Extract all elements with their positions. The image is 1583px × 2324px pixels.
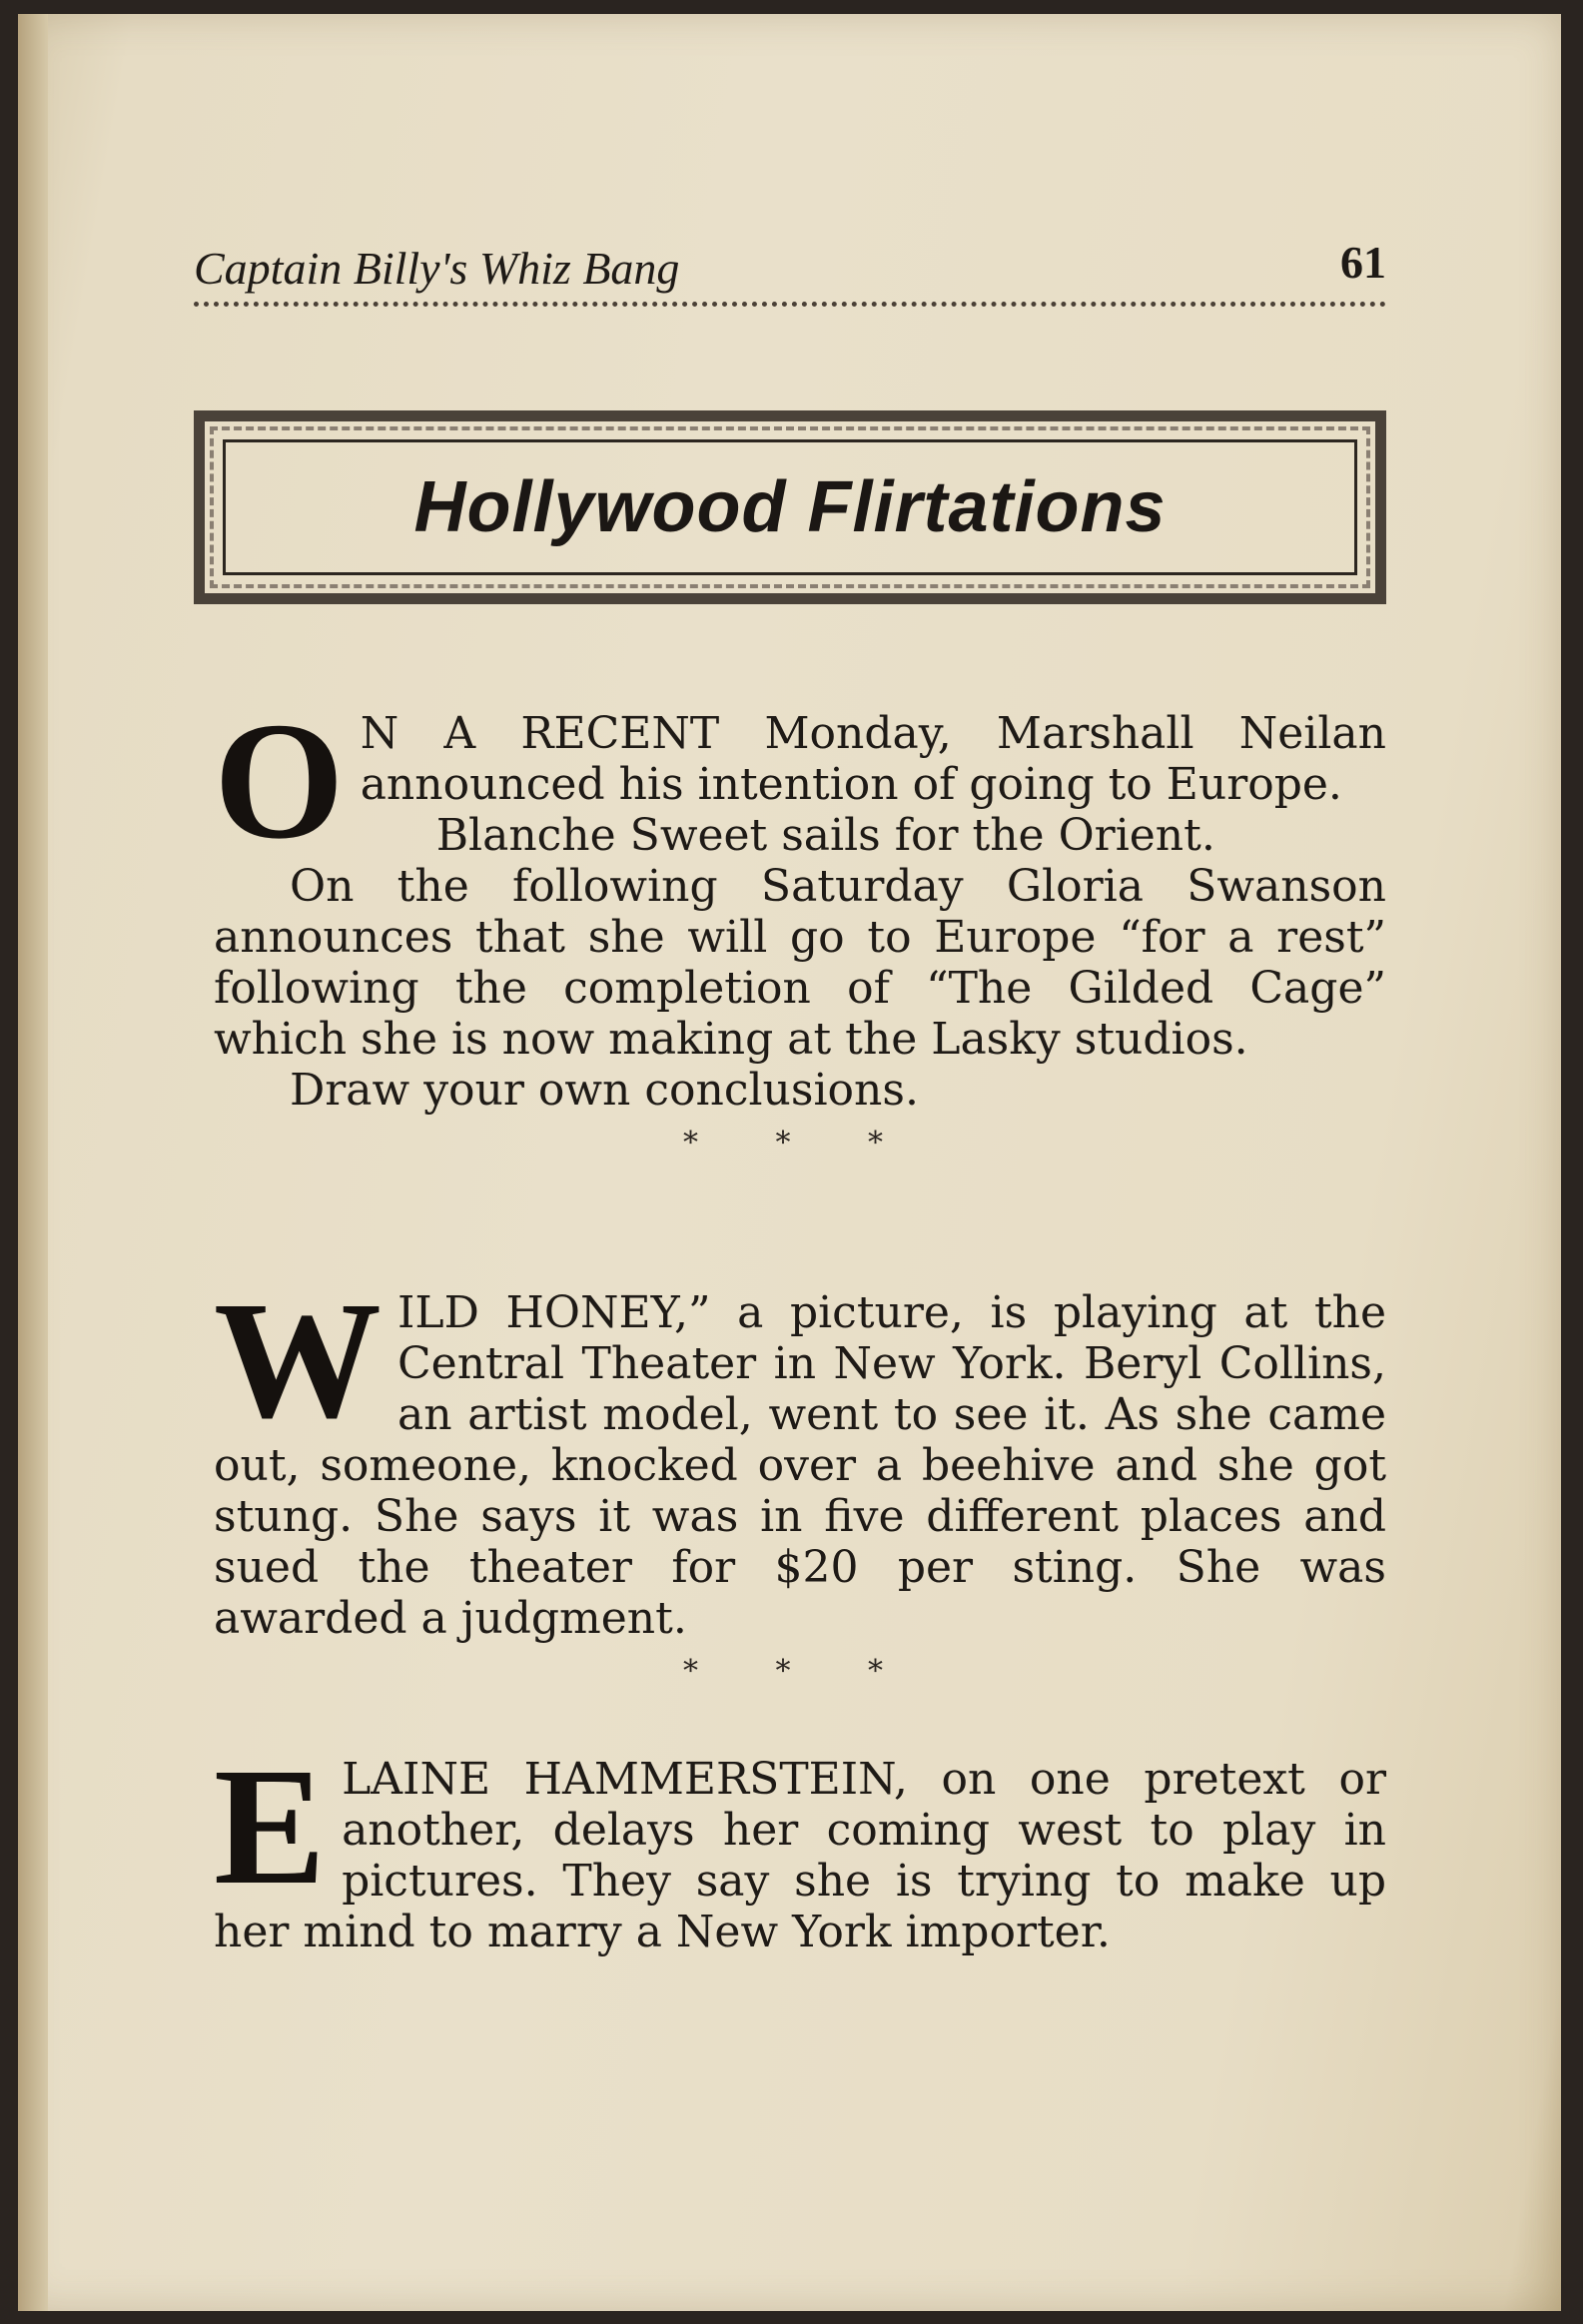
paragraph: Blanche Sweet sails for the Orient. xyxy=(435,810,1215,861)
item-lead-paragraph xyxy=(214,1267,1386,1644)
paragraph: Draw your own conclusions. xyxy=(290,1065,919,1116)
item-hammerstein xyxy=(214,1734,1386,1957)
title-box-inner xyxy=(223,439,1357,575)
magazine-page xyxy=(18,14,1561,2311)
section-separator: * * * xyxy=(682,1126,918,1161)
item-neilan xyxy=(214,688,1386,1168)
title-box xyxy=(194,410,1386,604)
running-header xyxy=(194,232,1386,307)
item-lead-paragraph xyxy=(214,1734,1386,1957)
publication-title: Captain Billy's Whiz Bang xyxy=(194,243,680,294)
section-separator: * * * xyxy=(682,1654,918,1689)
item-wild-honey xyxy=(214,1267,1386,1697)
paragraph: On the following Saturday Gloria Swanson announces that she will go to Europe “for a rest” following the completion of “The Gilded Cage” which she is now making at the Lasky studios. xyxy=(214,861,1386,1065)
lead-text: LAINE HAMMERSTEIN, on one pretext or another, delays her coming west to play in pictures. They say she is trying to make up her mind to marry a New York importer. xyxy=(214,1754,1386,1957)
drop-cap: O xyxy=(214,688,345,874)
drop-cap: E xyxy=(214,1734,327,1920)
page-number: 61 xyxy=(1340,237,1386,288)
article-title: Hollywood Flirtations xyxy=(413,467,1167,547)
lead-text: N A RECENT Monday, Marshall Neilan announced his intention of going to Europe. xyxy=(360,708,1386,810)
page-spine-edge xyxy=(18,14,48,2311)
drop-cap: W xyxy=(214,1267,382,1453)
lead-text: ILD HONEY,” a picture, is playing at the Central Theater in New York. Beryl Collins, an artist model, went to see it. As she came out, someone, knocked over a beehive and she got stung. She says it was in five different places and sued the theater for $20 per sting. She was awarded a judgment. xyxy=(214,1287,1386,1644)
